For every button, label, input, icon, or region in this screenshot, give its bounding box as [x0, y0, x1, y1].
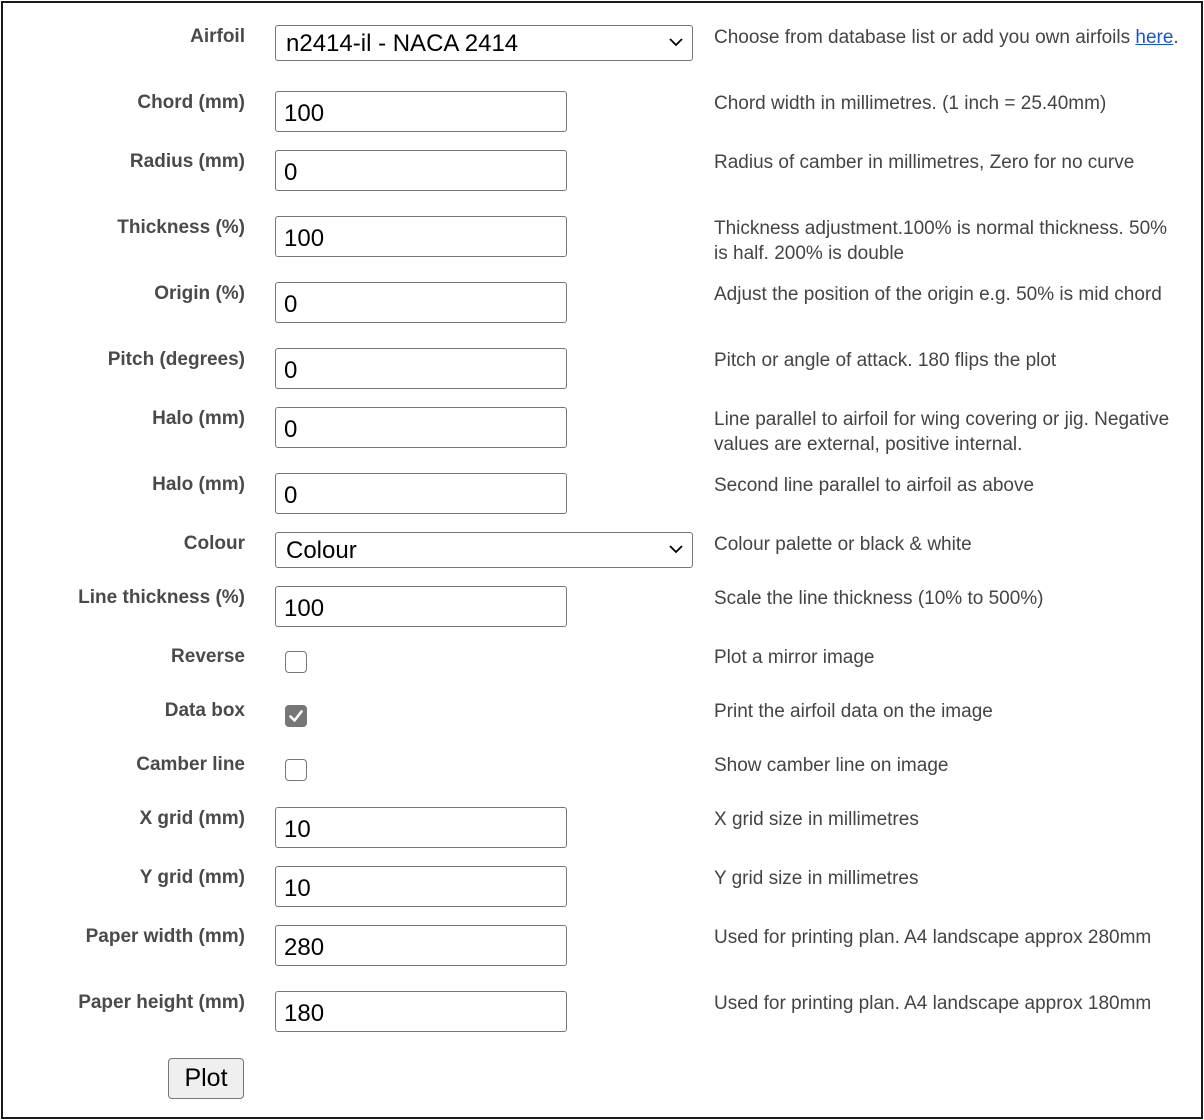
origin-help: Adjust the position of the origin e.g. 50% is mid chord [714, 284, 1162, 305]
airfoil-help [714, 25, 1184, 50]
halo2-label: Halo (mm) [152, 474, 245, 495]
origin-label: Origin (%) [154, 283, 245, 304]
x-grid-help: X grid size in millimetres [714, 809, 919, 830]
airfoil-database-link[interactable]: here [1135, 27, 1174, 48]
colour-select[interactable] [275, 532, 693, 568]
checkmark-icon [288, 708, 304, 724]
y-grid-label: Y grid (mm) [139, 867, 245, 888]
y-grid-input[interactable] [275, 866, 567, 907]
thickness-label: Thickness (%) [117, 217, 245, 238]
paper-height-label: Paper height (mm) [78, 992, 245, 1013]
camber-line-checkbox[interactable] [285, 759, 307, 781]
pitch-input[interactable] [275, 348, 567, 389]
chord-input[interactable] [275, 91, 567, 132]
chevron-down-icon [669, 544, 683, 554]
colour-help: Colour palette or black & white [714, 534, 972, 555]
reverse-checkbox[interactable] [285, 651, 307, 673]
chord-help: Chord width in millimetres. (1 inch = 25.40mm) [714, 93, 1107, 114]
data-box-help: Print the airfoil data on the image [714, 701, 993, 722]
origin-input[interactable] [275, 282, 567, 323]
radius-input[interactable] [275, 150, 567, 191]
colour-select-value: Colour [286, 537, 357, 564]
plot-button[interactable]: Plot [168, 1058, 244, 1099]
form-frame [1, 1, 1203, 1119]
halo2-input[interactable] [275, 473, 567, 514]
halo2-help: Second line parallel to airfoil as above [714, 475, 1035, 496]
paper-width-label: Paper width (mm) [85, 926, 245, 947]
x-grid-label: X grid (mm) [139, 808, 245, 829]
line-thickness-input[interactable] [275, 586, 567, 627]
reverse-label: Reverse [171, 646, 245, 667]
thickness-help: Thickness adjustment.100% is normal thickness. 50% is half. 200% is double [714, 218, 1168, 264]
paper-width-help: Used for printing plan. A4 landscape approx 280mm [714, 927, 1152, 948]
chevron-down-icon [669, 37, 683, 47]
halo1-label: Halo (mm) [152, 408, 245, 429]
halo1-help: Line parallel to airfoil for wing covering or jig. Negative values are external, positive internal. [714, 409, 1170, 455]
line-thickness-help: Scale the line thickness (10% to 500%) [714, 588, 1044, 609]
line-thickness-label: Line thickness (%) [78, 587, 245, 608]
camber-line-label: Camber line [136, 754, 245, 775]
x-grid-input[interactable] [275, 807, 567, 848]
paper-width-input[interactable] [275, 925, 567, 966]
data-box-checkbox[interactable] [285, 705, 307, 727]
airfoil-select-value: n2414-il - NACA 2414 [286, 30, 519, 57]
chord-label: Chord (mm) [137, 92, 245, 113]
paper-height-input[interactable] [275, 991, 567, 1032]
halo1-input[interactable] [275, 407, 567, 448]
airfoil-help-suffix: . [1173, 27, 1179, 48]
y-grid-help: Y grid size in millimetres [714, 868, 919, 889]
radius-help: Radius of camber in millimetres, Zero for no curve [714, 152, 1135, 173]
paper-height-help: Used for printing plan. A4 landscape approx 180mm [714, 993, 1152, 1014]
radius-label: Radius (mm) [129, 151, 245, 172]
airfoil-select[interactable] [275, 25, 693, 61]
pitch-label: Pitch (degrees) [107, 349, 245, 370]
reverse-help: Plot a mirror image [714, 647, 875, 668]
data-box-label: Data box [164, 700, 245, 721]
camber-line-help: Show camber line on image [714, 755, 949, 776]
thickness-input[interactable] [275, 216, 567, 257]
airfoil-help-text: Choose from database list or add you own airfoils [714, 27, 1136, 48]
pitch-help: Pitch or angle of attack. 180 flips the plot [714, 350, 1057, 371]
colour-label: Colour [183, 533, 245, 554]
airfoil-label: Airfoil [190, 26, 245, 47]
